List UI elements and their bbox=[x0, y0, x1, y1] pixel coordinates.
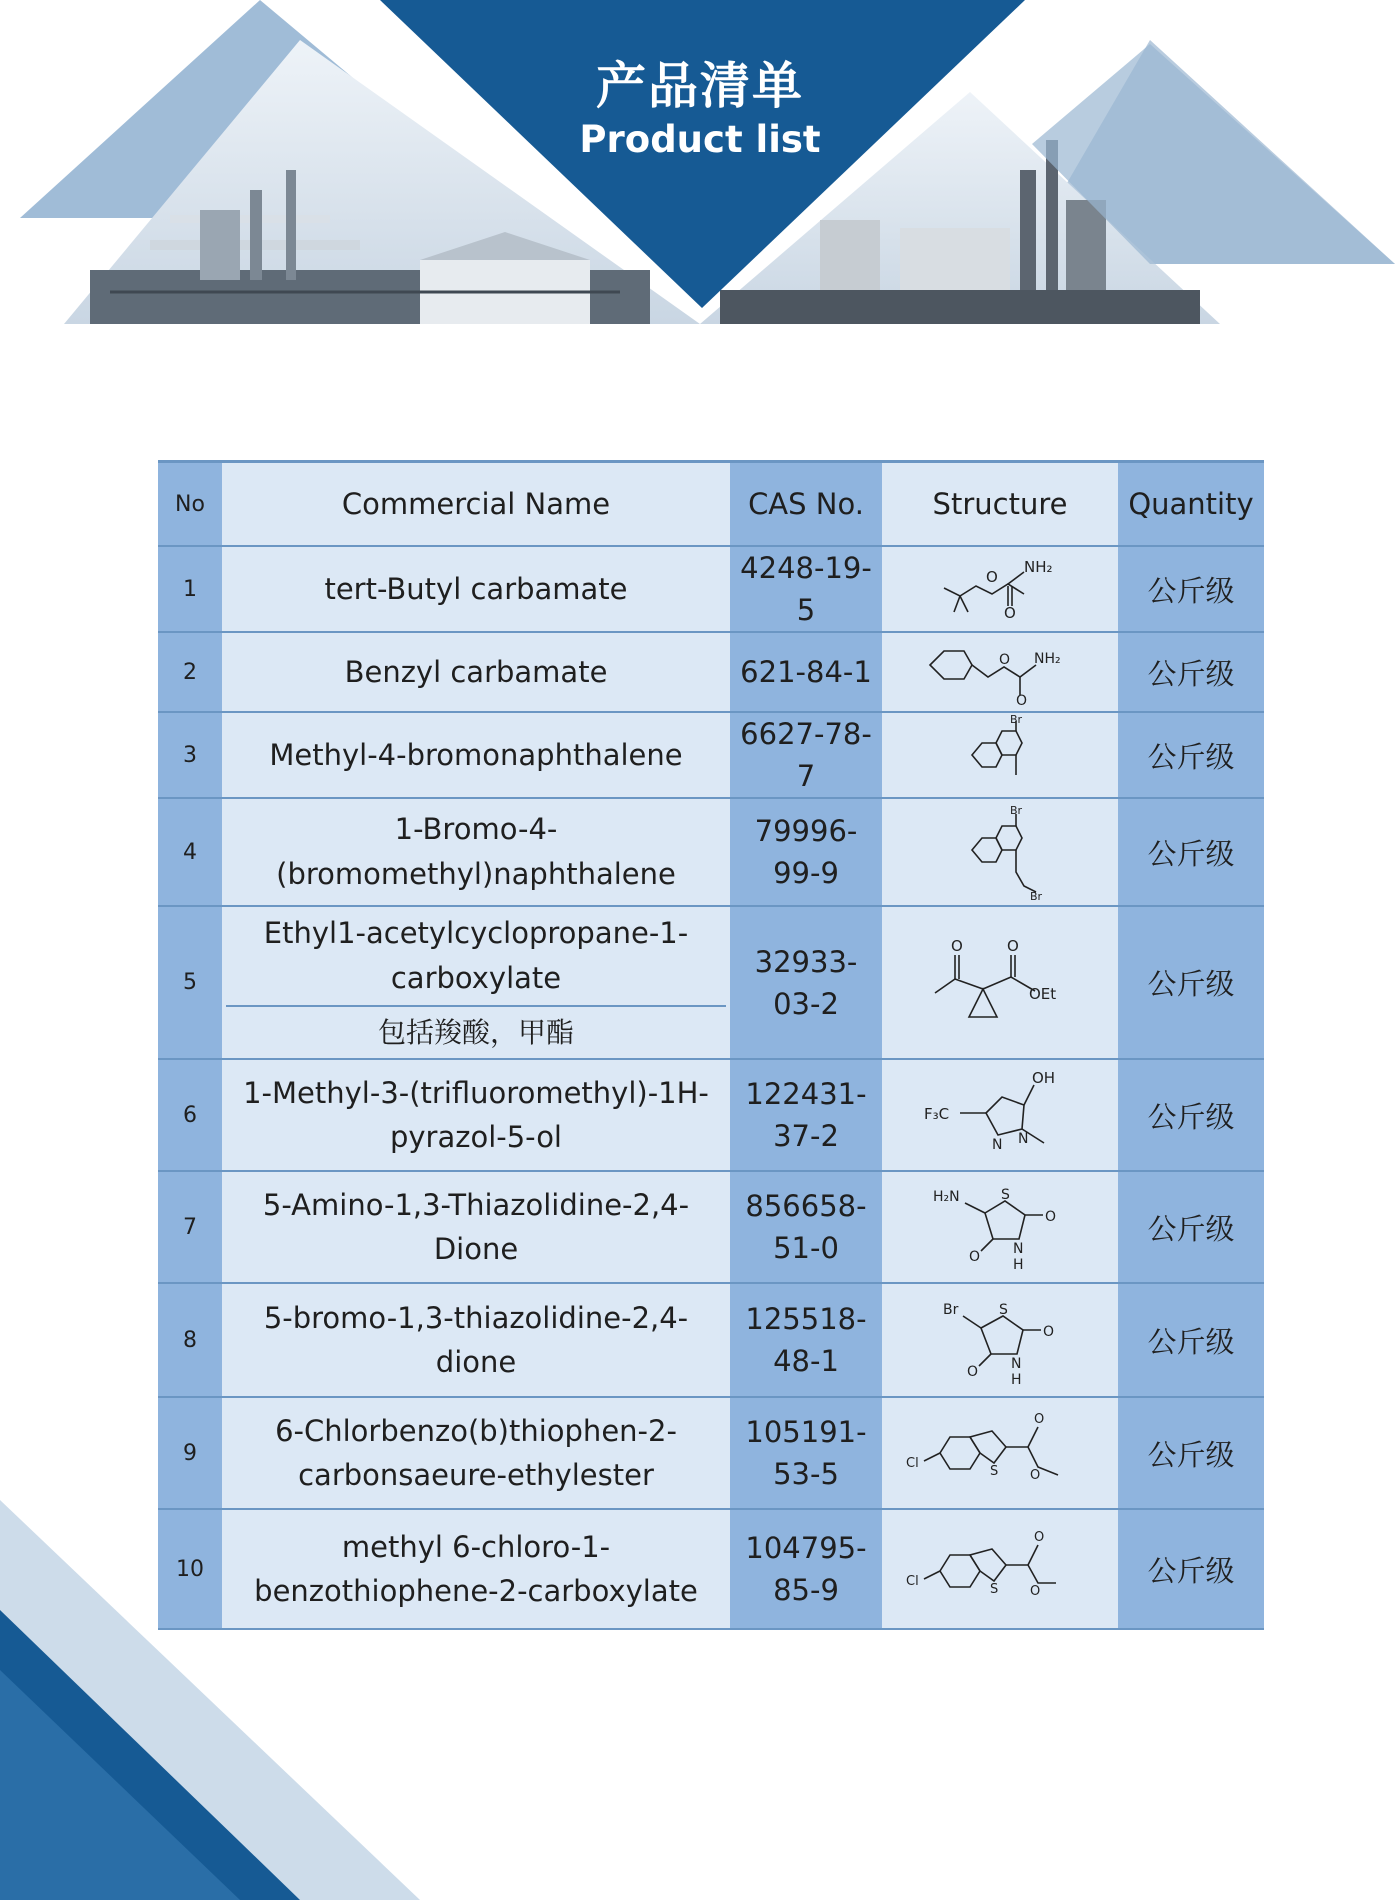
row-structure bbox=[882, 798, 1118, 906]
row-cas: 79996-99-9 bbox=[730, 798, 882, 906]
row-quantity: 公斤级 bbox=[1118, 1059, 1264, 1171]
svg-text:Br: Br bbox=[943, 1302, 959, 1319]
bromo-bromomethyl-naphthalene-structure-icon bbox=[950, 802, 1050, 902]
row-name: 1-Bromo-4-(bromomethyl)naphthalene bbox=[222, 798, 730, 906]
svg-text:N: N bbox=[1018, 1131, 1029, 1148]
svg-text:O: O bbox=[1007, 936, 1019, 955]
bromo-thiazolidinedione-structure-icon bbox=[925, 1290, 1075, 1390]
svg-text:OH: OH bbox=[1032, 1069, 1056, 1088]
row-quantity: 公斤级 bbox=[1118, 632, 1264, 712]
methyl-bromonaphthalene-structure-icon bbox=[950, 715, 1050, 795]
row-name: tert-Butyl carbamate bbox=[222, 546, 730, 632]
row-no: 6 bbox=[158, 1059, 222, 1171]
svg-text:O: O bbox=[967, 1364, 979, 1381]
product-table-container bbox=[158, 460, 1254, 1630]
table-row bbox=[158, 1397, 1264, 1509]
row-name-note: 包括羧酸，甲酯 bbox=[226, 1005, 726, 1058]
table-row bbox=[158, 712, 1264, 798]
svg-text:S: S bbox=[999, 1302, 1008, 1319]
svg-text:O: O bbox=[951, 936, 963, 955]
row-quantity: 公斤级 bbox=[1118, 798, 1264, 906]
row-name bbox=[222, 906, 730, 1059]
svg-text:NH₂: NH₂ bbox=[1024, 558, 1053, 577]
table-row bbox=[158, 798, 1264, 906]
row-structure bbox=[882, 1509, 1118, 1629]
row-cas: 125518-48-1 bbox=[730, 1283, 882, 1397]
svg-text:O: O bbox=[1030, 1468, 1041, 1484]
row-no: 10 bbox=[158, 1509, 222, 1629]
table-header-row bbox=[158, 462, 1264, 547]
svg-text:O: O bbox=[1034, 1530, 1045, 1546]
row-cas: 122431-37-2 bbox=[730, 1059, 882, 1171]
svg-text:O: O bbox=[1045, 1209, 1057, 1226]
svg-text:O: O bbox=[1004, 604, 1016, 623]
chlorobenzothiophene-ethylester-structure-icon bbox=[900, 1403, 1100, 1503]
table-row bbox=[158, 906, 1264, 1059]
svg-text:O: O bbox=[1016, 693, 1028, 708]
chlorobenzothiophene-methylester-structure-icon bbox=[900, 1519, 1100, 1619]
svg-text:NH₂: NH₂ bbox=[1034, 651, 1061, 668]
amino-thiazolidinedione-structure-icon bbox=[925, 1177, 1075, 1277]
row-structure bbox=[882, 906, 1118, 1059]
row-cas: 104795-85-9 bbox=[730, 1509, 882, 1629]
row-structure bbox=[882, 1171, 1118, 1283]
benzyl-carbamate-structure-icon bbox=[920, 637, 1080, 707]
svg-text:S: S bbox=[990, 1464, 999, 1480]
svg-text:N: N bbox=[1013, 1241, 1024, 1258]
svg-text:O: O bbox=[1043, 1324, 1055, 1341]
row-cas: 621-84-1 bbox=[730, 632, 882, 712]
row-structure bbox=[882, 1397, 1118, 1509]
svg-text:Br: Br bbox=[1010, 715, 1023, 727]
header-name: Commercial Name bbox=[222, 462, 730, 547]
row-structure bbox=[882, 1283, 1118, 1397]
row-quantity: 公斤级 bbox=[1118, 1283, 1264, 1397]
svg-text:Br: Br bbox=[1010, 804, 1023, 818]
svg-text:O: O bbox=[986, 568, 998, 587]
row-name-main: Ethyl1-acetylcyclopropane-1-carboxylate bbox=[263, 916, 689, 996]
row-cas: 856658-51-0 bbox=[730, 1171, 882, 1283]
row-name: Methyl-4-bromonaphthalene bbox=[222, 712, 730, 798]
row-no: 2 bbox=[158, 632, 222, 712]
row-quantity: 公斤级 bbox=[1118, 1397, 1264, 1509]
svg-text:O: O bbox=[969, 1249, 981, 1266]
banner-title-en: Product list bbox=[579, 118, 821, 161]
row-cas: 6627-78-7 bbox=[730, 712, 882, 798]
row-name: 1-Methyl-3-(trifluoromethyl)-1H-pyrazol-5-ol bbox=[222, 1059, 730, 1171]
svg-text:Cl: Cl bbox=[906, 1574, 919, 1590]
table-row bbox=[158, 632, 1264, 712]
svg-text:N: N bbox=[992, 1137, 1003, 1154]
svg-text:Br: Br bbox=[1030, 890, 1043, 903]
product-table bbox=[158, 460, 1264, 1630]
row-no: 5 bbox=[158, 906, 222, 1059]
svg-text:S: S bbox=[1001, 1187, 1010, 1204]
row-no: 8 bbox=[158, 1283, 222, 1397]
row-structure bbox=[882, 546, 1118, 632]
table-row bbox=[158, 1283, 1264, 1397]
row-no: 7 bbox=[158, 1171, 222, 1283]
trifluoromethyl-pyrazolol-structure-icon bbox=[920, 1065, 1080, 1165]
svg-text:OEt: OEt bbox=[1029, 984, 1057, 1003]
tert-butyl-carbamate-structure-icon bbox=[930, 556, 1070, 622]
svg-text:H₂N: H₂N bbox=[933, 1189, 960, 1206]
table-row bbox=[158, 546, 1264, 632]
row-no: 1 bbox=[158, 546, 222, 632]
table-row bbox=[158, 1509, 1264, 1629]
svg-text:H: H bbox=[1013, 1257, 1024, 1274]
svg-text:F₃C: F₃C bbox=[924, 1105, 950, 1124]
row-name: 5-Amino-1,3-Thiazolidine-2,4-Dione bbox=[222, 1171, 730, 1283]
row-no: 3 bbox=[158, 712, 222, 798]
row-structure bbox=[882, 632, 1118, 712]
svg-text:O: O bbox=[999, 652, 1011, 669]
row-no: 4 bbox=[158, 798, 222, 906]
row-quantity: 公斤级 bbox=[1118, 1509, 1264, 1629]
row-no: 9 bbox=[158, 1397, 222, 1509]
svg-text:O: O bbox=[1030, 1584, 1041, 1600]
row-quantity: 公斤级 bbox=[1118, 546, 1264, 632]
svg-text:H: H bbox=[1011, 1372, 1022, 1389]
header-no: No bbox=[158, 462, 222, 547]
row-quantity: 公斤级 bbox=[1118, 906, 1264, 1059]
row-cas: 4248-19-5 bbox=[730, 546, 882, 632]
row-quantity: 公斤级 bbox=[1118, 712, 1264, 798]
header-cas: CAS No. bbox=[730, 462, 882, 547]
row-name: methyl 6-chloro-1-benzothiophene-2-carboxylate bbox=[222, 1509, 730, 1629]
row-structure bbox=[882, 1059, 1118, 1171]
svg-text:S: S bbox=[990, 1582, 999, 1598]
table-row bbox=[158, 1059, 1264, 1171]
header-quantity: Quantity bbox=[1118, 462, 1264, 547]
svg-text:O: O bbox=[1034, 1412, 1045, 1428]
svg-text:N: N bbox=[1011, 1356, 1022, 1373]
row-name: Benzyl carbamate bbox=[222, 632, 730, 712]
ethyl-acetylcyclopropane-carboxylate-structure-icon bbox=[925, 933, 1075, 1033]
row-structure bbox=[882, 712, 1118, 798]
row-name: 6-Chlorbenzo(b)thiophen-2-carbonsaeure-ethylester bbox=[222, 1397, 730, 1509]
header-structure: Structure bbox=[882, 462, 1118, 547]
row-cas: 105191-53-5 bbox=[730, 1397, 882, 1509]
table-row bbox=[158, 1171, 1264, 1283]
svg-text:Cl: Cl bbox=[906, 1456, 919, 1472]
row-quantity: 公斤级 bbox=[1118, 1171, 1264, 1283]
row-name: 5-bromo-1,3-thiazolidine-2,4-dione bbox=[222, 1283, 730, 1397]
banner-title-cn: 产品清单 bbox=[596, 57, 804, 115]
row-cas: 32933-03-2 bbox=[730, 906, 882, 1059]
